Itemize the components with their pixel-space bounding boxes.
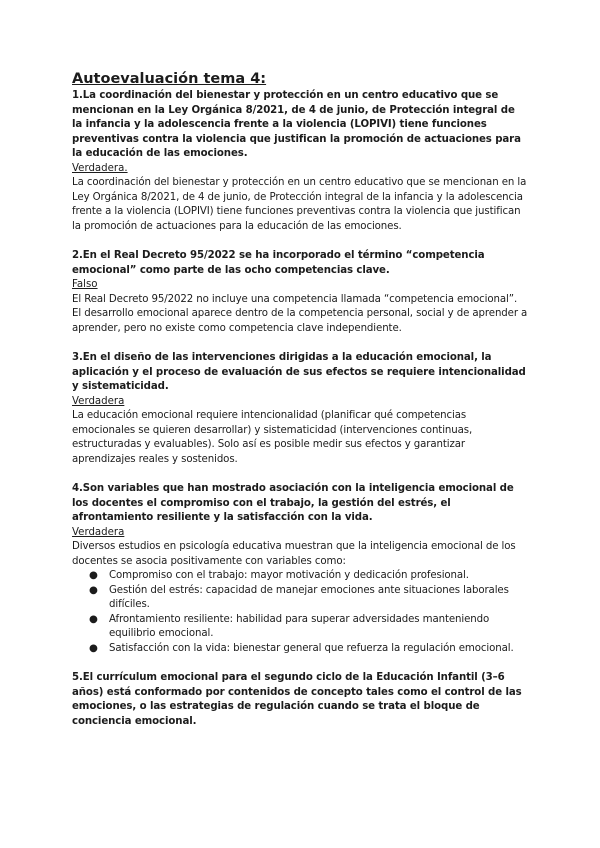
list-item (89, 613, 528, 642)
question-block-3 (72, 351, 528, 467)
explanation-text: Diversos estudios en psicología educativa muestran que la inteligencia emocional de los docentes se asocia positivamente con variables como: (72, 541, 516, 567)
question-block-5 (72, 671, 528, 729)
answer-label: Verdadera (72, 395, 125, 407)
question-text: 3.En el diseño de las intervenciones dirigidas a la educación emocional, la aplicación y el proceso de evaluación de sus efectos se requiere intencionalidad y sistematicidad. (72, 352, 526, 392)
explanation-text: La coordinación del bienestar y protección en un centro educativo que se mencionan en la Ley Orgánica 8/2021, de 4 de junio, de Protección integral de la infancia y la adolescencia frente a la violencia (LOPIVI) tiene funciones preventivas contra la violencia que justifican la promoción de actuaciones para la educación de las emociones. (72, 177, 527, 232)
question-text: 4.Son variables que han mostrado asociación con la inteligencia emocional de los docentes el compromiso con el trabajo, la gestión del estrés, el afrontamiento resiliente y la satisfacción con la vida. (72, 483, 514, 523)
list-item-text: Gestión del estrés: capacidad de manejar emociones ante situaciones laborales difíciles. (109, 584, 509, 610)
list-item-text: Afrontamiento resiliente: habilidad para superar adversidades manteniendo equilibrio emocional. (109, 613, 490, 639)
list-item-text: Compromiso con el trabajo: mayor motivación y dedicación profesional. (109, 570, 469, 581)
bullet-icon: ● (89, 584, 98, 596)
bullet-icon: ● (89, 570, 98, 581)
question-text: 2.En el Real Decreto 95/2022 se ha incorporado el término “competencia emocional” como parte de las ocho competencias clave. (72, 250, 485, 276)
question-block-4 (72, 482, 528, 656)
question-block-1 (72, 89, 528, 234)
question-text: 1.La coordinación del bienestar y protección en un centro educativo que se mencionan en la Ley Orgánica 8/2021, de 4 de junio, de Protección integral de la infancia y la adolescencia frente a la violencia (LOPIVI) tiene funciones preventivas contra la violencia que justifican la promoción de actuaciones para la educación de las emociones. (72, 90, 521, 159)
list-item-text: Satisfacción con la vida: bienestar general que refuerza la regulación emocional. (109, 642, 514, 654)
bullet-icon: ● (89, 613, 98, 625)
answer-label: Verdadera. (72, 162, 128, 174)
explanation-text-2: El desarrollo emocional aparece dentro de la competencia personal, social y de aprender a aprender, pero no existe como competencia clave independiente. (72, 308, 528, 334)
list-item (89, 584, 528, 613)
list-item (89, 569, 528, 584)
question-text: 5.El currículum emocional para el segundo ciclo de la Educación Infantil (3–6 años) está conformado por contenidos de concepto tales como el control de las emociones, o las estrategias de regulación cuando se trata el bloque de conciencia emocional. (72, 672, 522, 727)
question-block-2 (72, 249, 528, 336)
answer-label: Falso (72, 279, 98, 290)
explanation-text: La educación emocional requiere intencionalidad (planificar qué competencias emocionales se quieren desarrollar) y sistematicidad (intervenciones continuas, estructuradas y evaluables). Solo así es posible medir sus efectos y garantizar aprendizajes reales y sostenidos. (72, 410, 473, 465)
list-item (89, 642, 528, 657)
explanation-text: El Real Decreto 95/2022 no incluye una competencia llamada “competencia emocional”. (72, 293, 518, 305)
answer-label: Verdadera (72, 526, 125, 538)
bullet-icon: ● (89, 642, 98, 654)
bullet-list (72, 569, 528, 656)
page-title: Autoevaluación tema 4: (72, 71, 267, 87)
